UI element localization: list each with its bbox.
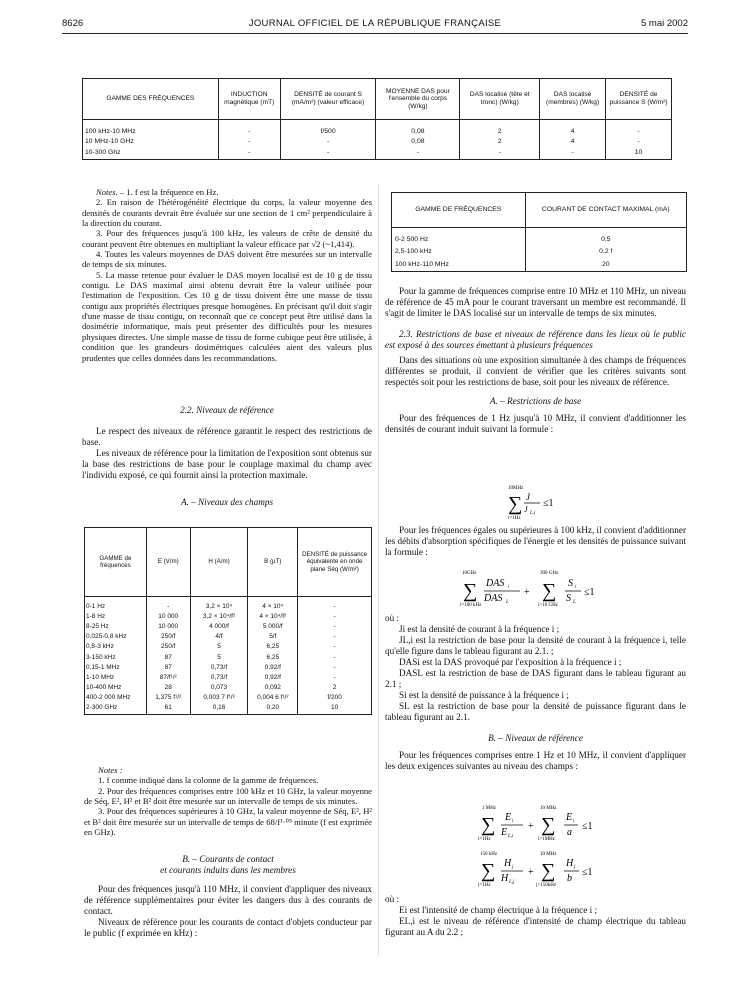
- svg-text:i>10 GHz: i>10 GHz: [538, 603, 558, 608]
- column-header: H (A/m): [190, 528, 248, 597]
- column-header: GAMME de fréquences: [85, 528, 147, 597]
- table-cell: -: [376, 147, 460, 159]
- note-item: 3. Pour des fréquences supérieures à 10 GHz, la valeur moyenne de Séq, E², H² et B² doit être mesurée sur un intervalle de temps de 68/f¹·⁰⁵ minute (f est exprimée en GHz).: [84, 806, 372, 838]
- svg-text:a: a: [567, 827, 572, 838]
- table-cell: -: [218, 120, 280, 137]
- svg-text:i=100 kHz: i=100 kHz: [460, 603, 482, 608]
- table-cell: 2,5-100 kHz: [392, 246, 526, 259]
- paragraph: où :: [385, 613, 400, 623]
- table-row: [85, 662, 372, 672]
- svg-text:∑: ∑: [463, 580, 478, 602]
- table-cell: f/500: [280, 120, 376, 137]
- definition: JL,i est la restriction de base pour la densité de courant à la fréquence i, telle qu'elle figure dans le tableau figurant au 2.1. ;: [385, 635, 686, 656]
- svg-text:i: i: [575, 585, 577, 590]
- electric-field-formula: [478, 802, 608, 849]
- table-cell: 2: [460, 137, 540, 148]
- subsection-heading: A. – Niveaux des champs: [180, 497, 274, 507]
- paragraph: Le respect des niveaux de référence garantit le respect des restrictions de base.: [82, 426, 372, 447]
- table-cell: 0,2 f: [525, 246, 686, 259]
- table-cell: -: [298, 662, 372, 672]
- table-cell: 4 × 10⁴: [248, 597, 298, 612]
- table-cell: 5 000/f: [248, 621, 298, 631]
- field-levels-table: [84, 527, 372, 715]
- table-cell: 3-150 kHz: [85, 652, 147, 662]
- note-item: 1. f comme indiqué dans la colonne de la gamme de fréquences.: [98, 775, 319, 786]
- paragraph: Pour la gamme de fréquences comprise entre 10 MHz et 110 MHz, un niveau de référence de 45 mA pour le courant traversant un membre est recommandé. Il s'agit de limiter le DAS localisé sur un intervalle de temps de six minutes.: [385, 286, 686, 318]
- notes-label: Notes :: [98, 765, 123, 775]
- svg-text:+: +: [528, 821, 534, 832]
- table-cell: 0,5: [525, 228, 686, 246]
- table-header-row: [85, 528, 372, 597]
- table-cell: -: [298, 621, 372, 631]
- svg-text:+: +: [524, 587, 530, 598]
- table-cell: 0,20: [248, 703, 298, 715]
- paragraph: Pour les fréquences comprises entre 1 Hz et 10 MHz, il convient d'appliquer les deux exigences suivantes au niveau des champs :: [385, 750, 686, 771]
- basic-restrictions-table: [82, 78, 672, 160]
- notes-label: Notes.: [96, 187, 118, 197]
- svg-text:DAS: DAS: [486, 578, 505, 589]
- table-cell: -: [606, 120, 672, 137]
- table-cell: 0,08: [376, 137, 460, 148]
- paragraph: Les niveaux de référence pour la limitation de l'exposition sont obtenus sur la base des restrictions de base pour le couplage maximal du champ avec l'individu exposé, ce qui fournit ainsi la protection maximale.: [82, 448, 372, 480]
- right-column-upper: [385, 286, 686, 435]
- table-row: [392, 228, 687, 246]
- table-header-row: [83, 79, 672, 120]
- svg-text:∑: ∑: [542, 580, 557, 602]
- svg-text:E: E: [501, 827, 508, 838]
- note-item: 4. Toutes les valeurs moyennes de DAS doivent être mesurées sur un intervalle de temps de six minutes.: [82, 249, 372, 270]
- table-row: [85, 652, 372, 662]
- table-cell: 5: [190, 642, 248, 652]
- table-cell: 0,92/f: [248, 662, 298, 672]
- table-cell: 6,25: [248, 652, 298, 662]
- column-header: GAMME DES FRÉQUENCES: [83, 79, 219, 120]
- table-cell: -: [460, 147, 540, 159]
- table-cell: 250/f: [146, 632, 190, 642]
- svg-text:150 kHz: 150 kHz: [480, 852, 498, 857]
- table-cell: 0,16: [190, 703, 248, 715]
- definition: DASL est la restriction de base de DAS figurant dans le tableau figurant au 2.1 ;: [385, 668, 686, 689]
- table-cell: -: [540, 147, 606, 159]
- subsection-heading: A. – Restrictions de base: [489, 396, 582, 406]
- column-header: DENSITÉ de puissance équivalente en onde plane Séq (W/m²): [298, 528, 372, 597]
- formula-graphic: [478, 848, 608, 890]
- journal-title: JOURNAL OFFICIEL DE LA RÉPUBLIQUE FRANÇAISE: [248, 18, 502, 29]
- svg-text:∑: ∑: [541, 814, 556, 836]
- column-header: E (V/m): [146, 528, 190, 597]
- svg-text:L: L: [573, 600, 576, 605]
- table-cell: -: [280, 147, 376, 159]
- table-cell: 5/f: [248, 632, 298, 642]
- note-text: 1. f est la fréquence en Hz.: [126, 187, 219, 197]
- column-header: GAMME DE FRÉQUENCES: [392, 193, 526, 228]
- svg-text:+: +: [528, 867, 534, 878]
- table-cell: 2-300 GHz: [85, 703, 147, 715]
- svg-text:≤1: ≤1: [582, 821, 593, 832]
- note-item: 2. Pour des fréquences comprises entre 100 kHz et 10 GHz, la valeur moyenne de Séq, E², H² et B² doit être mesurée sur un intervalle de temps de six minutes.: [84, 785, 372, 807]
- table-cell: 6,25: [248, 642, 298, 652]
- column-header: B (µT): [248, 528, 298, 597]
- svg-text:j: j: [512, 865, 514, 870]
- table-cell: 1-8 Hz: [85, 611, 147, 621]
- table-cell: -: [218, 137, 280, 148]
- table-cell: 3,2 × 10⁴: [190, 597, 248, 612]
- svg-text:∑: ∑: [481, 814, 496, 836]
- svg-text:E: E: [505, 812, 512, 823]
- table-cell: 1,375 f¹/²: [146, 693, 190, 703]
- table-row: [85, 693, 372, 703]
- table-cell: 0-2 500 Hz: [392, 228, 526, 246]
- table-cell: -: [218, 147, 280, 159]
- table-cell: 4 × 10⁴/f²: [248, 611, 298, 621]
- svg-text:10MHz: 10MHz: [508, 486, 524, 491]
- table-cell: -: [298, 597, 372, 612]
- paragraph: où :: [385, 894, 400, 904]
- paragraph: Pour les fréquences égales ou supérieures à 100 kHz, il convient d'additionner les débits d'absorption spécifiques de l'énergie et les densités de puissance suivant la formule :: [385, 525, 686, 557]
- column-header: COURANT DE CONTACT MAXIMAL (mA): [525, 193, 686, 228]
- column-header: DENSITÉ de courant S (mA/m²) (valeur efficace): [280, 79, 376, 120]
- svg-text:≤1: ≤1: [584, 587, 595, 598]
- table-cell: f/200: [298, 693, 372, 703]
- svg-text:i: i: [573, 819, 575, 824]
- table-cell: -: [298, 632, 372, 642]
- table-row: [83, 120, 672, 137]
- svg-text:j>150kHz: j>150kHz: [536, 883, 557, 888]
- definition: Ji est la densité de courant à la fréquence i ;: [399, 624, 560, 634]
- table-cell: 2: [460, 120, 540, 137]
- paragraph: Pour des fréquences de 1 Hz jusqu'à 10 MHz, il convient d'additionner les densités de courant induit suivant la formule :: [385, 413, 686, 434]
- section-heading: 2.2. Niveaux de référence: [180, 405, 274, 415]
- table-a-notes: [84, 765, 372, 837]
- table-row: [85, 597, 372, 612]
- table-cell: 0,025-0,8 kHz: [85, 632, 147, 642]
- formula-graphic: [506, 482, 566, 522]
- svg-text:L,j: L,j: [509, 880, 515, 885]
- table-cell: 10: [298, 703, 372, 715]
- table-cell: 0,003 7 f¹/²: [190, 693, 248, 703]
- section-heading: 2.3. Restrictions de base et niveaux de référence dans les lieux où le public est exposé à des sources émettant à plusieurs fréquences: [385, 329, 686, 350]
- header-rule: [62, 33, 688, 34]
- formula-graphic: [478, 802, 608, 844]
- contact-current-table: [391, 192, 687, 272]
- section-b-contact: [84, 854, 372, 939]
- svg-text:≤1: ≤1: [582, 867, 593, 878]
- svg-text:10 MHz: 10 MHz: [540, 806, 557, 811]
- svg-text:L,i: L,i: [508, 834, 514, 839]
- issue-date: 5 mai 2002: [640, 18, 688, 29]
- definition: EL,i est le niveau de référence d'intensité de champ électrique du tableau figurant au A du 2.2 ;: [385, 916, 686, 937]
- table-cell: -: [298, 642, 372, 652]
- table-cell: 2: [298, 683, 372, 693]
- table-cell: 0,92/f: [248, 672, 298, 682]
- table-cell: 10 MHz-10 GHz: [83, 137, 219, 148]
- svg-text:L: L: [506, 600, 509, 605]
- definition: Ei est l'intensité de champ électrique à la fréquence i ;: [399, 905, 598, 915]
- table-cell: 28: [146, 683, 190, 693]
- svg-text:j: j: [574, 865, 576, 870]
- formula-graphic: [460, 567, 610, 611]
- section-2-2: [82, 405, 372, 508]
- table-cell: 10-400 MHz: [85, 683, 147, 693]
- table-cell: 0-1 Hz: [85, 597, 147, 612]
- svg-text:∑: ∑: [541, 860, 556, 882]
- table-cell: 0,092: [248, 683, 298, 693]
- table-cell: -: [298, 672, 372, 682]
- note-item: Notes. – 1. f est la fréquence en Hz.: [96, 187, 219, 197]
- table-row: [85, 632, 372, 642]
- left-column-upper: [82, 187, 372, 363]
- svg-text:i>1MHz: i>1MHz: [538, 837, 555, 842]
- svg-text:H: H: [566, 858, 574, 869]
- table-cell: 100 kHz-10 MHz: [83, 120, 219, 137]
- svg-text:i: i: [508, 585, 510, 590]
- svg-text:i=1Hz: i=1Hz: [478, 837, 491, 842]
- table-cell: -: [298, 652, 372, 662]
- table-cell: 4: [540, 137, 606, 148]
- subsection-heading: B. – Courants de contact: [182, 854, 274, 864]
- definitions-block: [385, 613, 686, 772]
- table-cell: 0,73/f: [190, 672, 248, 682]
- table-cell: 1-10 MHz: [85, 672, 147, 682]
- svg-text:J: J: [524, 505, 528, 514]
- column-header: DENSITÉ de puissance S (W/m²): [606, 79, 672, 120]
- table-cell: 20: [525, 258, 686, 271]
- table-cell: 4/f: [190, 632, 248, 642]
- note-item: 3. Pour des fréquences jusqu'à 100 kHz, les valeurs de crête de densité du courant peuvent être obtenues en multipliant la valeur efficace par √2 (~1,414).: [82, 228, 372, 249]
- table-cell: 10-300 Ghz: [83, 147, 219, 159]
- definition: DASi est la DAS provoqué par l'exposition à la fréquence i ;: [399, 657, 622, 667]
- svg-text:H: H: [504, 858, 512, 869]
- svg-text:S: S: [568, 578, 573, 589]
- svg-text:H: H: [501, 873, 509, 884]
- svg-text:≤1: ≤1: [543, 498, 554, 509]
- svg-text:∑: ∑: [508, 493, 523, 515]
- column-divider: [378, 185, 379, 955]
- svg-text:J: J: [526, 492, 530, 502]
- paragraph: Niveaux de référence pour les courants de contact d'objets conducteur par le public (f exprimée en kHz) :: [84, 917, 372, 938]
- table-cell: 400-2 000 MHz: [85, 693, 147, 703]
- svg-text:i=1Hz: i=1Hz: [508, 516, 521, 521]
- subsection-heading: B. – Niveaux de référence: [488, 733, 583, 743]
- table-cell: -: [146, 597, 190, 612]
- column-header: MOYENNE DAS pour l'ensemble du corps (W/kg): [376, 79, 460, 120]
- svg-text:b: b: [567, 873, 572, 884]
- page-number: 8626: [62, 18, 84, 29]
- table-row: [83, 137, 672, 148]
- table-cell: 3,2 × 10⁴/f²: [190, 611, 248, 621]
- table-cell: 10 000: [146, 611, 190, 621]
- table-cell: 5: [190, 652, 248, 662]
- svg-text:S: S: [566, 593, 571, 604]
- svg-text:300 GHz: 300 GHz: [540, 571, 559, 576]
- table-row: [392, 246, 687, 259]
- table-cell: 87: [146, 652, 190, 662]
- table-header-row: [392, 193, 687, 228]
- table-row: [85, 611, 372, 621]
- svg-text:10 MHz: 10 MHz: [540, 852, 557, 857]
- table-cell: 87/f¹/²: [146, 672, 190, 682]
- table-cell: 8-25 Hz: [85, 621, 147, 631]
- table-cell: 0,73/f: [190, 662, 248, 672]
- table-cell: 0,15-1 MHz: [85, 662, 147, 672]
- table-row: [392, 258, 687, 271]
- svg-text:L,i: L,i: [530, 511, 536, 516]
- table-cell: 0,08: [376, 120, 460, 137]
- page-header: [62, 18, 688, 32]
- definition: SL est la restriction de base pour la densité de puissance figurant dans le tableau figurant au 2.1.: [385, 701, 686, 722]
- table-cell: 100 kHz-110 MHz: [392, 258, 526, 271]
- svg-text:10GHz: 10GHz: [462, 571, 477, 576]
- table-cell: 250/f: [146, 642, 190, 652]
- svg-text:E: E: [566, 812, 573, 823]
- table-cell: 10 000: [146, 621, 190, 631]
- magnetic-field-formula: [478, 848, 608, 895]
- column-header: DAS localisé (tête et tronc) (W/kg): [460, 79, 540, 120]
- table-cell: 0,073: [190, 683, 248, 693]
- definition: Si est la densité de puissance à la fréquence i ;: [399, 690, 569, 700]
- table-cell: 4 000/f: [190, 621, 248, 631]
- table-cell: -: [280, 137, 376, 148]
- paragraph: Pour des fréquences jusqu'à 110 MHz, il convient d'appliquer des niveaux de référence supplémentaires pour éviter les dangers dus à des courants de contact.: [84, 884, 372, 916]
- sar-power-formula: [460, 567, 610, 616]
- table-cell: 10: [606, 147, 672, 159]
- sar-paragraph: [385, 525, 686, 558]
- note-item: 2. En raison de l'hétérogénéité électrique du corps, la valeur moyenne des densités de courants devrait être évaluée sur une section de 1 cm² perpendiculaire à la direction du courant.: [82, 197, 372, 229]
- table-row: [85, 683, 372, 693]
- table-row: [83, 147, 672, 159]
- table-row: [85, 621, 372, 631]
- svg-text:j=1Hz: j=1Hz: [478, 883, 491, 888]
- paragraph: Dans des situations où une exposition simultanée à des champs de fréquences différentes se produit, il convient de vérifier que les critères suivants sont respectés soit pour les restrictions de base, soit pour les niveaux de référence.: [385, 355, 686, 387]
- table-row: [85, 642, 372, 652]
- column-header: INDUCTION magnétique (mT): [218, 79, 280, 120]
- subsection-heading: et courants induits dans les membres: [160, 865, 296, 875]
- note-item: 5. La masse retenue pour évaluer le DAS moyen localisé est de 10 g de tissu contigu. Le DAS maximal ainsi obtenu devrait être la valeur utilisée pour l'estimation de l'exposition. Ces 10 g de tissu doivent être une masse de tissu contigu aux propriétés électriques presque homogènes. En précisant qu'il doit s'agir d'une masse de tissu contigu, on reconnaît que ce concept peut être utilisé dans la dosimétrie informatique, mais peut présenter des difficultés pour les mesures physiques directes. Une simple masse de tissu de forme cubique peut être utilisée, à condition que les grandeurs dosimétriques calculées aient des valeurs plus prudentes que celles données dans les recommandations.: [82, 269, 372, 363]
- svg-text:DAS: DAS: [484, 593, 503, 604]
- svg-text:1 MHz: 1 MHz: [482, 806, 497, 811]
- table-row: [85, 672, 372, 682]
- table-cell: 87: [146, 662, 190, 672]
- table-cell: 4: [540, 120, 606, 137]
- table-cell: -: [298, 611, 372, 621]
- svg-text:∑: ∑: [481, 860, 496, 882]
- table-row: [85, 703, 372, 715]
- svg-text:i: i: [512, 819, 514, 824]
- table-cell: 61: [146, 703, 190, 715]
- field-definitions: [385, 894, 686, 938]
- table-cell: -: [606, 137, 672, 148]
- table-cell: 0,004 6 f¹/²: [248, 693, 298, 703]
- current-density-formula: [506, 482, 566, 527]
- column-header: DAS localisé (membres) (W/kg): [540, 79, 606, 120]
- table-cell: 0,8-3 kHz: [85, 642, 147, 652]
